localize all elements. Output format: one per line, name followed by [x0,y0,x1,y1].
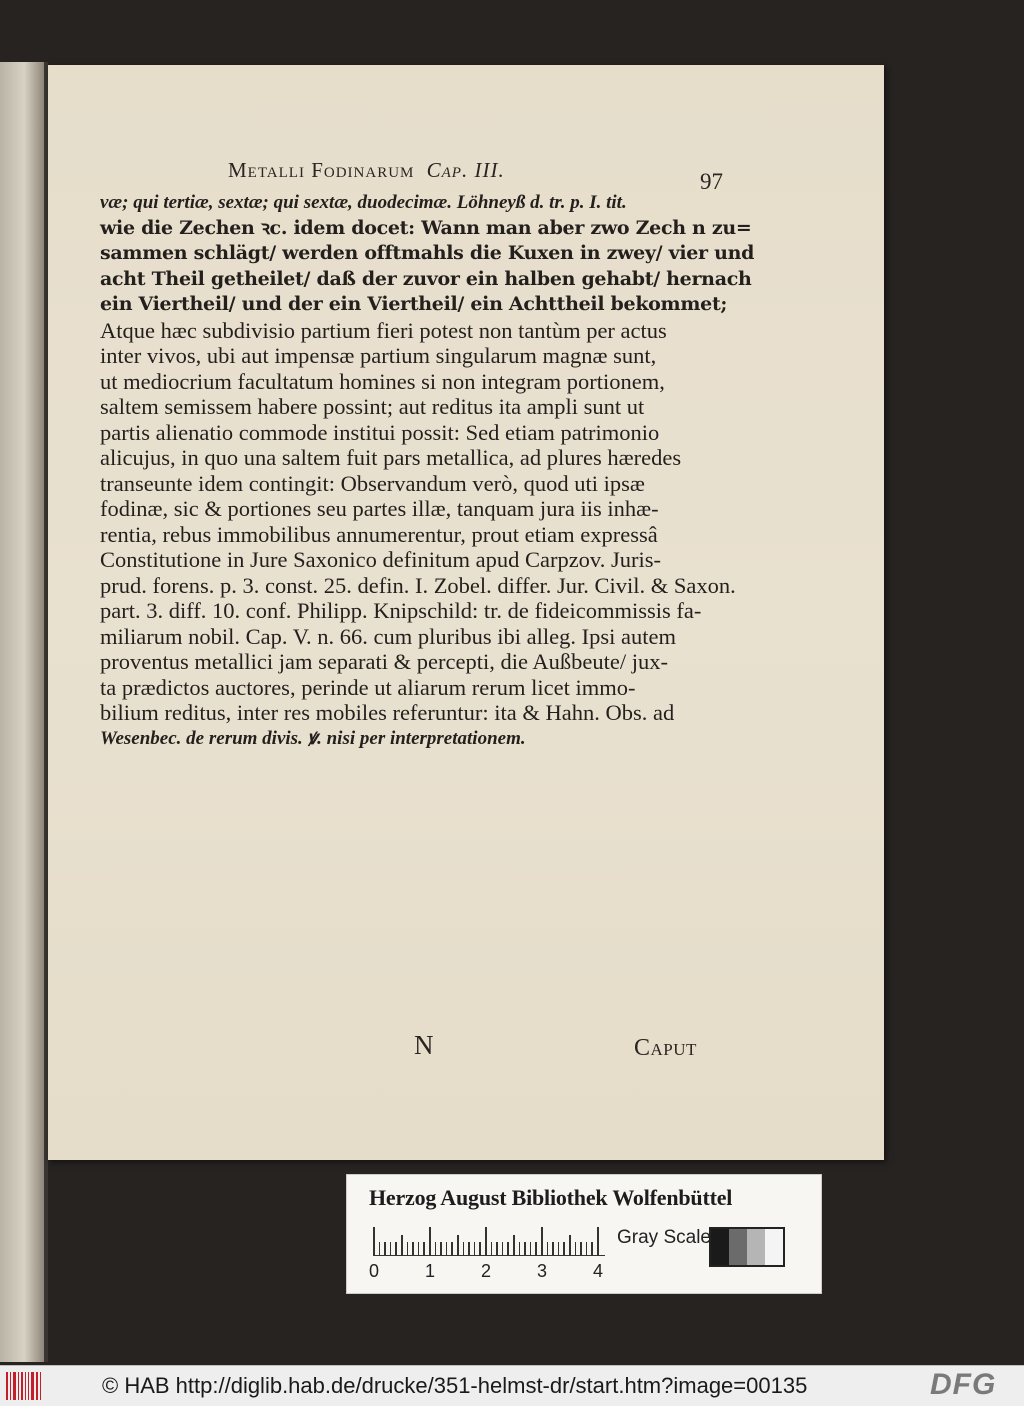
ruler-tick [379,1242,381,1255]
gray-patch [729,1229,747,1265]
barcode-bar [6,1372,8,1400]
ruler-tick [569,1235,571,1255]
barcode-bar [36,1372,38,1400]
gray-patch [711,1229,729,1265]
text-line: prud. forens. p. 3. const. 25. defin. I. Zobel. differ. Jur. Civil. & Saxon. [100,572,736,598]
ruler-tick [468,1242,470,1255]
ruler-tick [384,1242,386,1255]
ruler-tick [418,1242,420,1255]
reference-card-title: Herzog August Bibliothek Wolfenbüttel [369,1185,733,1210]
ruler-tick [401,1235,403,1255]
ruler-tick [491,1242,493,1255]
ruler-tick [474,1242,476,1255]
ruler-number: 0 [369,1261,380,1281]
ruler-tick [591,1242,593,1255]
page-number: 97 [700,169,723,194]
catchword: Caput [634,1035,697,1061]
gray-scale-patches [709,1227,785,1267]
ruler-tick [519,1242,521,1255]
show-through-text [108,755,728,1055]
text-line: Constitutione in Jure Saxonico definitum apud Carpzov. Juris- [100,547,661,572]
ruler-tick [440,1242,442,1255]
ruler-number: 4 [593,1261,604,1281]
reference-card [346,1174,822,1294]
text-line: inter vivos, ubi aut impensæ partium singularum magnæ sunt, [100,343,657,368]
running-head-chapter: Cap. III. [426,158,505,182]
ruler-tick [395,1242,397,1255]
text-line: proventus metallici jam separati & percepti, die Außbeute/ jux- [100,649,668,674]
ruler-tick [373,1227,375,1255]
ruler-number: 1 [425,1261,436,1281]
ruler-tick [563,1242,565,1255]
ruler [373,1225,605,1256]
ruler-tick [524,1242,526,1255]
ruler-tick [479,1242,481,1255]
ruler-tick [547,1242,549,1255]
ruler-tick [412,1242,414,1255]
gray-patch [747,1229,765,1265]
text-line: acht Theil getheilet/ daß der zuvor ein halben gehabt/ hernach [100,267,752,290]
text-line: bilium reditus, inter res mobiles referuntur: ita & Hahn. Obs. ad [100,700,675,725]
ruler-tick [507,1242,509,1255]
ruler-tick [575,1242,577,1255]
text-line: Wesenbec. de rerum divis. ꝟ. nisi per interpretationem. [100,727,526,749]
left-page-edge [0,62,44,1362]
ruler-tick [429,1227,431,1255]
dfg-logo: DFG [930,1368,997,1401]
text-line: ut mediocrium facultatum homines si non integram portionem, [100,368,665,394]
text-line: transeunte idem contingit: Observandum verò, quod uti ipsæ [100,470,645,496]
body-text [100,190,755,751]
barcode-bar [18,1372,19,1400]
signature-mark: N [414,1030,434,1060]
ruler-number: 3 [537,1261,548,1281]
gray-scale-label: Gray Scale [617,1227,711,1248]
ruler-tick [485,1227,487,1255]
text-line: saltem semissem habere possint; aut reditus ita ampli sunt ut [100,394,645,419]
barcode-bar [28,1372,29,1400]
ruler-tick [552,1242,554,1255]
ruler-tick [558,1242,560,1255]
ruler-number: 2 [481,1261,492,1281]
ruler-tick [446,1242,448,1255]
text-line: rentia, rebus immobilibus annumerentur, prout etiam expressâ [100,521,658,547]
text-line: sammen schlägt/ werden offtmahls die Kuxen in zwey/ vier und [100,242,755,264]
book-page [48,65,884,1160]
ruler-numbers [369,1261,629,1283]
ruler-tick [463,1242,465,1255]
status-bar [0,1365,1024,1406]
ruler-tick [435,1242,437,1255]
ruler-tick [535,1242,537,1255]
barcode-bar [21,1372,23,1400]
status-url[interactable]: © HAB http://diglib.hab.de/drucke/351-helmst-dr/start.htm?image=00135 [102,1373,808,1398]
ruler-tick [451,1242,453,1255]
text-line: wie die Zechen ꝛc. idem docet: Wann man aber zwo Zech n zu= [100,216,752,239]
ruler-tick [530,1242,532,1255]
ruler-tick [502,1242,504,1255]
ruler-tick [496,1242,498,1255]
ruler-tick [457,1235,459,1255]
text-line: Atque hæc subdivisio partium fieri potest non tantùm per actus [100,317,667,343]
ruler-tick [513,1235,515,1255]
ruler-tick [586,1242,588,1255]
barcode-bar [31,1372,34,1400]
text-line: fodinæ, sic & portiones seu partes illæ, tanquam jura iis inhæ- [100,496,659,521]
barcode-bar [40,1372,41,1400]
barcode-bar [10,1372,11,1400]
ruler-tick [407,1242,409,1255]
ruler-tick [541,1227,543,1255]
running-head-title: Metalli Fodinarum [228,158,415,182]
text-line: ein Viertheil/ und der ein Viertheil/ ein Achttheil bekommet; [100,293,728,315]
text-line: miliarum nobil. Cap. V. n. 66. cum pluribus ibi alleg. Ipsi autem [100,623,676,649]
barcode-icon [6,1372,48,1400]
gray-patch [765,1229,783,1265]
text-line: ta prædictos auctores, perinde ut aliarum rerum licet immo- [100,674,636,700]
ruler-tick [580,1242,582,1255]
ruler-tick [597,1227,599,1255]
text-line: partis alienatio commode institui possit: Sed etiam patrimonio [100,419,660,445]
text-line: part. 3. diff. 10. conf. Philipp. Knipschild: tr. de fideicommissis fa- [100,598,702,623]
text-line: væ; qui tertiæ, sextæ; qui sextæ, duodecimæ. Löhneyß d. tr. p. I. tit. [100,192,627,213]
text-line: alicujus, in quo una saltem fuit pars metallica, ad plures hæredes [100,445,682,470]
ruler-tick [390,1242,392,1255]
barcode-bar [25,1372,26,1400]
ruler-tick [423,1242,425,1255]
barcode-bar [13,1372,16,1400]
